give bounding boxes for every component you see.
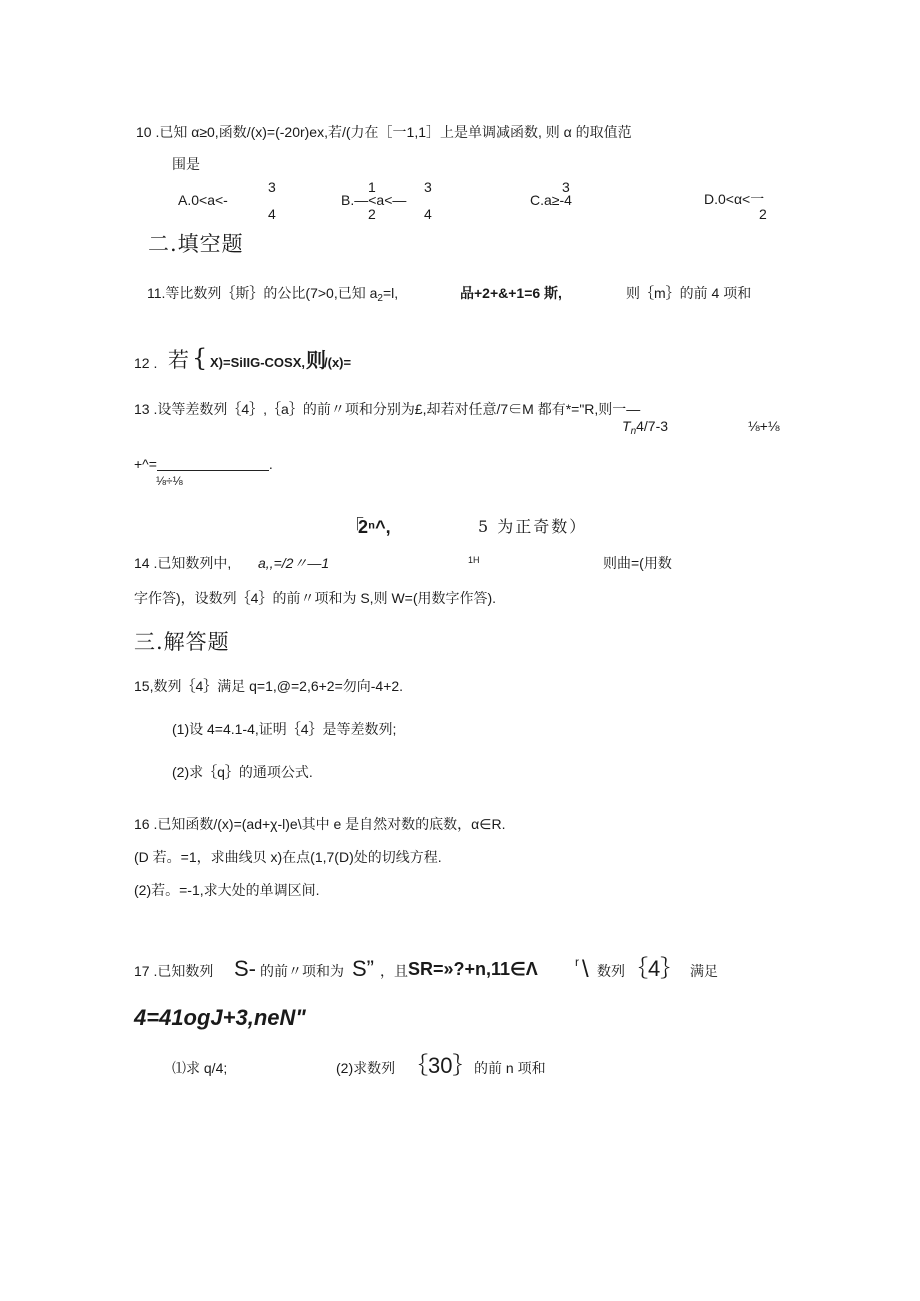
q17-stem-k: 满足 — [690, 963, 718, 979]
q17-stem-h: \ — [582, 956, 589, 983]
q13-fraction-c: ⅛÷⅛ — [156, 474, 183, 488]
section-title-answer: 三.解答题 — [134, 630, 230, 654]
q17-part1: ⑴求 q/4; — [172, 1060, 228, 1076]
q14-superscript: 1H — [468, 555, 480, 565]
q17-stem-g: r — [575, 955, 579, 969]
q10-option-b-numerator-2: 3 — [424, 179, 432, 195]
q11-left: 11.等比数列｛斯｝的公比(7>0,已知 a — [147, 285, 378, 301]
q13-answer-line — [134, 457, 273, 471]
q10-stem-line1: 10 .已知 α≥0,函数/(x)=(-20r)ex,若/(力在［一1,1］上是单调减函数, 则 α 的取值范 — [136, 124, 632, 140]
q10-option-b-denominator-1: 2 — [368, 206, 376, 222]
q17-part2-c: 的前 n 项和 — [474, 1060, 546, 1076]
q10-option-c: C.a≥-4 — [530, 192, 572, 208]
section-title-fill-in: 二.填空题 — [148, 232, 244, 256]
q17-stem-c: 的前〃项和为 — [260, 963, 344, 979]
q10-option-d-denominator: 2 — [759, 206, 767, 222]
q16-stem: 16 .已知函数/(x)=(ad+χ-l)e\其中 e 是自然对数的底数，α∈R. — [134, 816, 506, 832]
q10-option-b-denominator-2: 4 — [424, 206, 432, 222]
q10-option-d: D.0<α<一 — [704, 191, 765, 207]
q17-stem-a: 17 .已知数列 — [134, 963, 214, 979]
q16-part2: (2)若。=-1,求大处的单调区间. — [134, 882, 320, 898]
q17-stem-e: ，且 — [380, 963, 408, 979]
q11-stem — [147, 286, 398, 304]
q15-part1: (1)设 4=4.1-4,证明｛4｝是等差数列; — [172, 721, 397, 737]
q16-part1: (D 若。=1，求曲线贝 x)在点(1,7(D)处的切线方程. — [134, 849, 442, 865]
q13-answer-blank[interactable] — [157, 458, 269, 471]
q10-option-a: A.0<a<- — [178, 192, 228, 208]
q14-piecewise-condition: 5 为正奇数） — [478, 517, 588, 536]
q15-stem: 15,数列｛4｝满足 q=1,@=2,6+2=勿向-4+2. — [134, 678, 404, 694]
q13-fraction-a — [622, 419, 668, 437]
q10-stem-line2: 围是 — [172, 157, 200, 173]
q17-stem-f: SR=»?+n,11∈Λ — [408, 959, 538, 979]
q13-stem: 13 .设等差数列｛4｝,｛a｝的前〃项和分别为£,却若对任意/7∈M 都有*="R,则一— — [134, 401, 641, 417]
q17-part2-b: ｛30｝ — [406, 1053, 475, 1078]
q14-piecewise-bracket: 「 — [344, 515, 364, 539]
q13-fraction-a-rest: 4/7-3 — [636, 418, 669, 434]
q17-stem-j: ｛4｝ — [626, 956, 683, 981]
q10-option-c-numerator: 3 — [562, 179, 570, 195]
q10-option-b: B.—<a<— — [341, 192, 407, 208]
q12-tail: /(x)= — [324, 355, 352, 370]
q14-formula: a,,=/2〃—1 — [258, 555, 330, 571]
q11-formula: 品+2+&+1=6 斯, — [460, 285, 562, 301]
q13-answer-suffix: . — [268, 456, 273, 472]
q13-answer-prefix: +^= — [134, 456, 157, 472]
q17-stem-d: S” — [352, 956, 374, 981]
q17-part2-a: (2)求数列 — [336, 1060, 396, 1076]
q12-expression: X)=SiIIG-COSX, — [210, 355, 305, 370]
q14-piecewise-top: 2ⁿ^, — [358, 517, 391, 537]
q17-stem-b: S- — [234, 956, 256, 981]
q14-stem-end: 则曲=(用数 — [603, 555, 672, 571]
q15-part2: (2)求｛q｝的通项公式. — [172, 764, 313, 780]
q17-line2: 4=41ogJ+3,neN" — [134, 1005, 306, 1030]
q10-option-a-numerator: 3 — [268, 179, 276, 195]
q13-fraction-a-letter: T — [622, 418, 631, 434]
q17-stem-i: 数列 — [597, 963, 625, 979]
q12-ze: 则 — [306, 348, 326, 372]
q12-brace: { — [192, 344, 208, 372]
q12-number: 12 . — [134, 355, 158, 371]
q13-fraction-a-subscript: n — [630, 426, 637, 437]
q11-subscript: 2 — [377, 293, 383, 304]
q10-option-b-numerator-1: 1 — [368, 179, 376, 195]
q10-option-a-denominator: 4 — [268, 206, 276, 222]
q14-stem-start: 14 .已知数列中, — [134, 555, 232, 571]
q12-ruo: 若 — [168, 348, 189, 372]
q14-stem-line2: 字作答)，设数列｛4｝的前〃项和为 S,则 W=(用数字作答). — [134, 590, 497, 606]
q13-fraction-b: ⅛+⅛ — [748, 418, 780, 434]
q11-right: 则｛m｝的前 4 项和 — [626, 285, 752, 301]
q11-mid: =l, — [382, 285, 399, 301]
